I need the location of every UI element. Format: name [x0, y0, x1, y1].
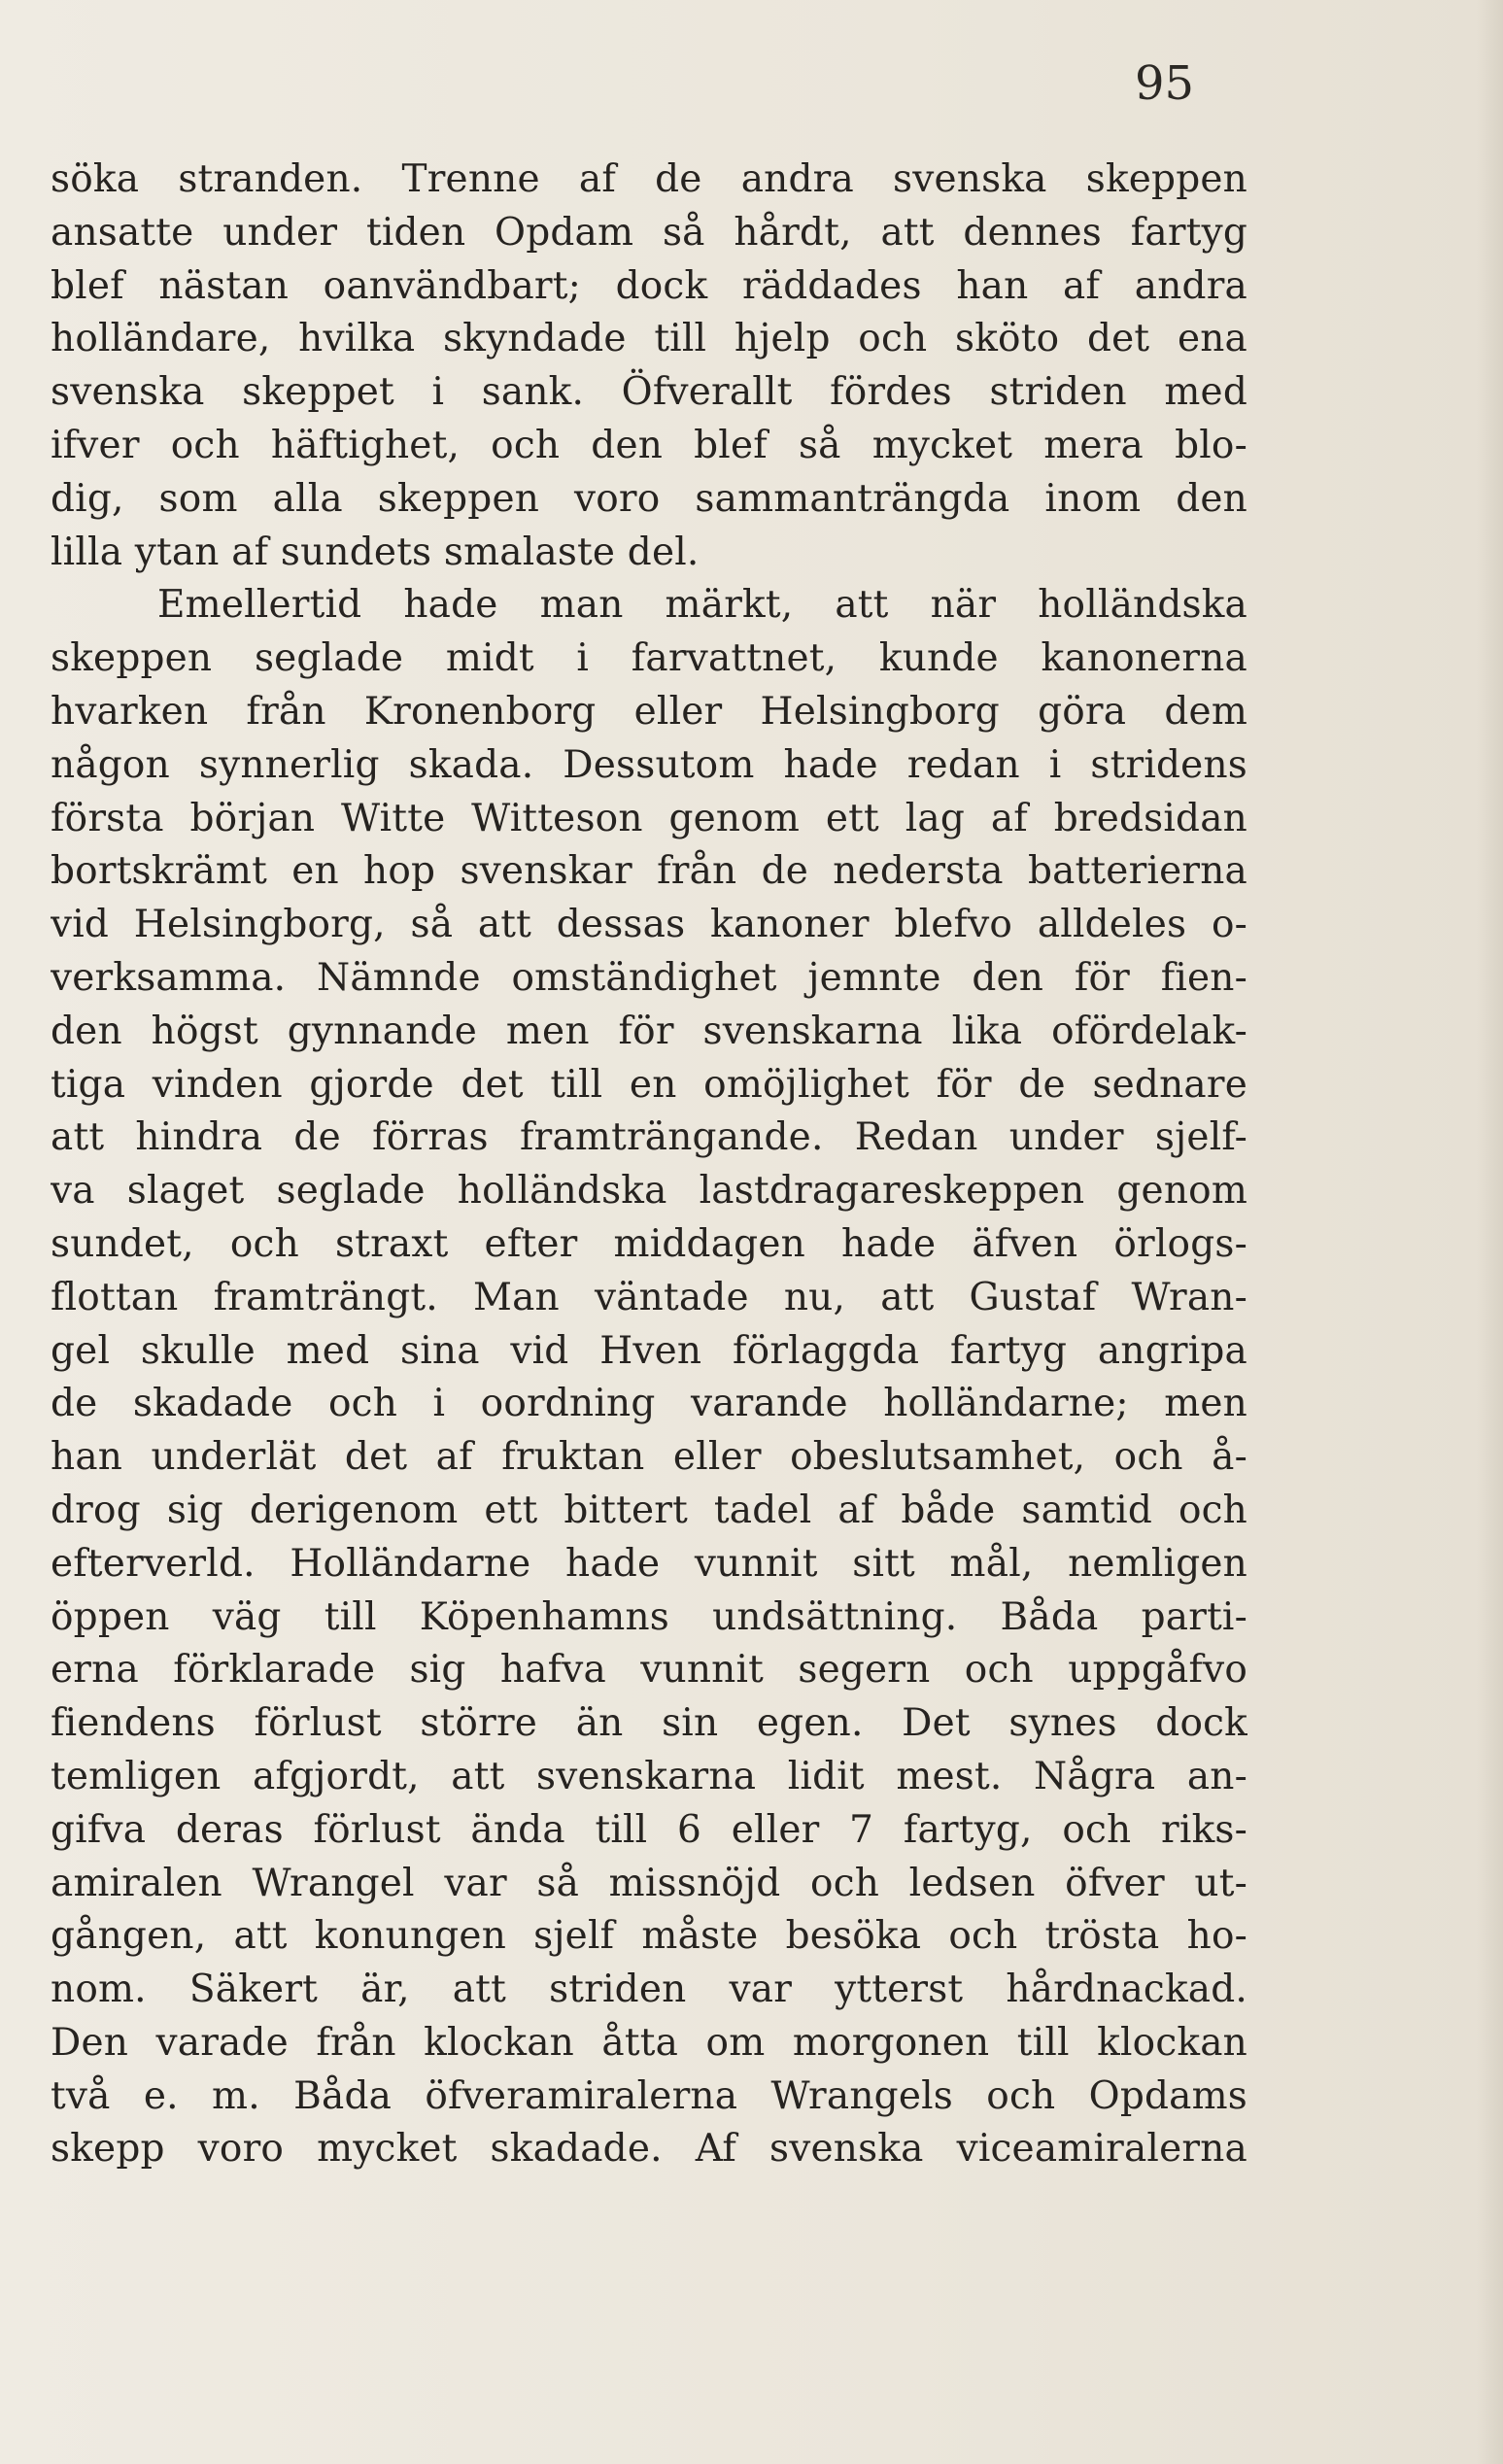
text-line: vid Helsingborg, så att dessas kanoner blefvo alldeles o-: [51, 903, 1247, 947]
text-line: söka stranden. Trenne af de andra svenska skeppen: [51, 157, 1247, 201]
text-line: de skadade och i oordning varande holländarne; men: [51, 1382, 1247, 1426]
page-number: 95: [1135, 56, 1195, 111]
text-line: temligen afgjordt, att svenskarna lidit mest. Några an-: [51, 1754, 1247, 1798]
text-line: han underlät det af fruktan eller obeslutsamhet, och å-: [51, 1435, 1247, 1480]
text-line: blef nästan oanvändbart; dock räddades han af andra: [51, 263, 1247, 308]
text-line: gel skulle med sina vid Hven förlaggda fartyg angripa: [51, 1328, 1247, 1373]
text-line: första början Witte Witteson genom ett lag af bredsidan: [51, 796, 1247, 840]
text-line: gången, att konungen sjelf måste besöka och trösta ho-: [51, 1914, 1247, 1959]
text-line: va slaget seglade holländska lastdragareskeppen genom: [51, 1169, 1247, 1214]
paragraph-2: [51, 579, 1247, 2176]
text-line: tiga vinden gjorde det till en omöjlighet för de sednare: [51, 1062, 1247, 1107]
text-line: nom. Säkert är, att striden var ytterst hårdnackad.: [51, 1968, 1247, 2012]
text-line: verksamma. Nämnde omständighet jemnte den för fien-: [51, 955, 1247, 1000]
text-line: efterverld. Holländarne hade vunnit sitt mål, nemligen: [51, 1541, 1247, 1586]
text-line: sundet, och straxt efter middagen hade äfven örlogs-: [51, 1221, 1247, 1266]
text-line: svenska skeppet i sank. Öfverallt fördes striden med: [51, 370, 1247, 415]
text-line: Emellertid hade man märkt, att när holländska: [157, 583, 1247, 628]
text-line: dig, som alla skeppen voro sammanträngda inom den: [51, 476, 1247, 521]
text-line: skeppen seglade midt i farvattnet, kunde kanonerna: [51, 636, 1247, 681]
text-line: holländare, hvilka skyndade till hjelp och sköto det ena: [51, 317, 1247, 361]
text-line: öppen väg till Köpenhamns undsättning. Båda parti-: [51, 1594, 1247, 1639]
text-line: att hindra de förras framträngande. Redan under sjelf-: [51, 1115, 1247, 1160]
text-line: fiendens förlust större än sin egen. Det synes dock: [51, 1701, 1247, 1746]
body-text: [51, 154, 1247, 2176]
text-line: två e. m. Båda öfveramiralerna Wrangels och Opdams: [51, 2073, 1247, 2118]
text-line: lilla ytan af sundets smalaste del.: [51, 530, 700, 574]
text-line: Den varade från klockan åtta om morgonen till klockan: [51, 2020, 1247, 2065]
text-line: gifva deras förlust ända till 6 eller 7 fartyg, och riks-: [51, 1807, 1247, 1852]
text-line: hvarken från Kronenborg eller Helsingborg göra dem: [51, 689, 1247, 734]
page-edge-shadow: [1476, 0, 1503, 2464]
text-line: någon synnerlig skada. Dessutom hade redan i stridens: [51, 742, 1247, 787]
text-line: bortskrämt en hop svenskar från de nedersta batterierna: [51, 849, 1247, 894]
text-line: flottan framträngt. Man väntade nu, att Gustaf Wran-: [51, 1275, 1247, 1319]
text-line: skepp voro mycket skadade. Af svenska viceamiralerna: [51, 2127, 1247, 2172]
text-line: den högst gynnande men för svenskarna lika ofördelak-: [51, 1009, 1247, 1053]
text-line: amiralen Wrangel var så missnöjd och ledsen öfver ut-: [51, 1861, 1247, 1905]
text-line: ansatte under tiden Opdam så hårdt, att dennes fartyg: [51, 210, 1247, 255]
text-line: ifver och häftighet, och den blef så mycket mera blo-: [51, 423, 1247, 467]
text-line: erna förklarade sig hafva vunnit segern och uppgåfvo: [51, 1648, 1247, 1693]
paragraph-1: [51, 154, 1247, 579]
text-line: drog sig derigenom ett bittert tadel af både samtid och: [51, 1488, 1247, 1532]
